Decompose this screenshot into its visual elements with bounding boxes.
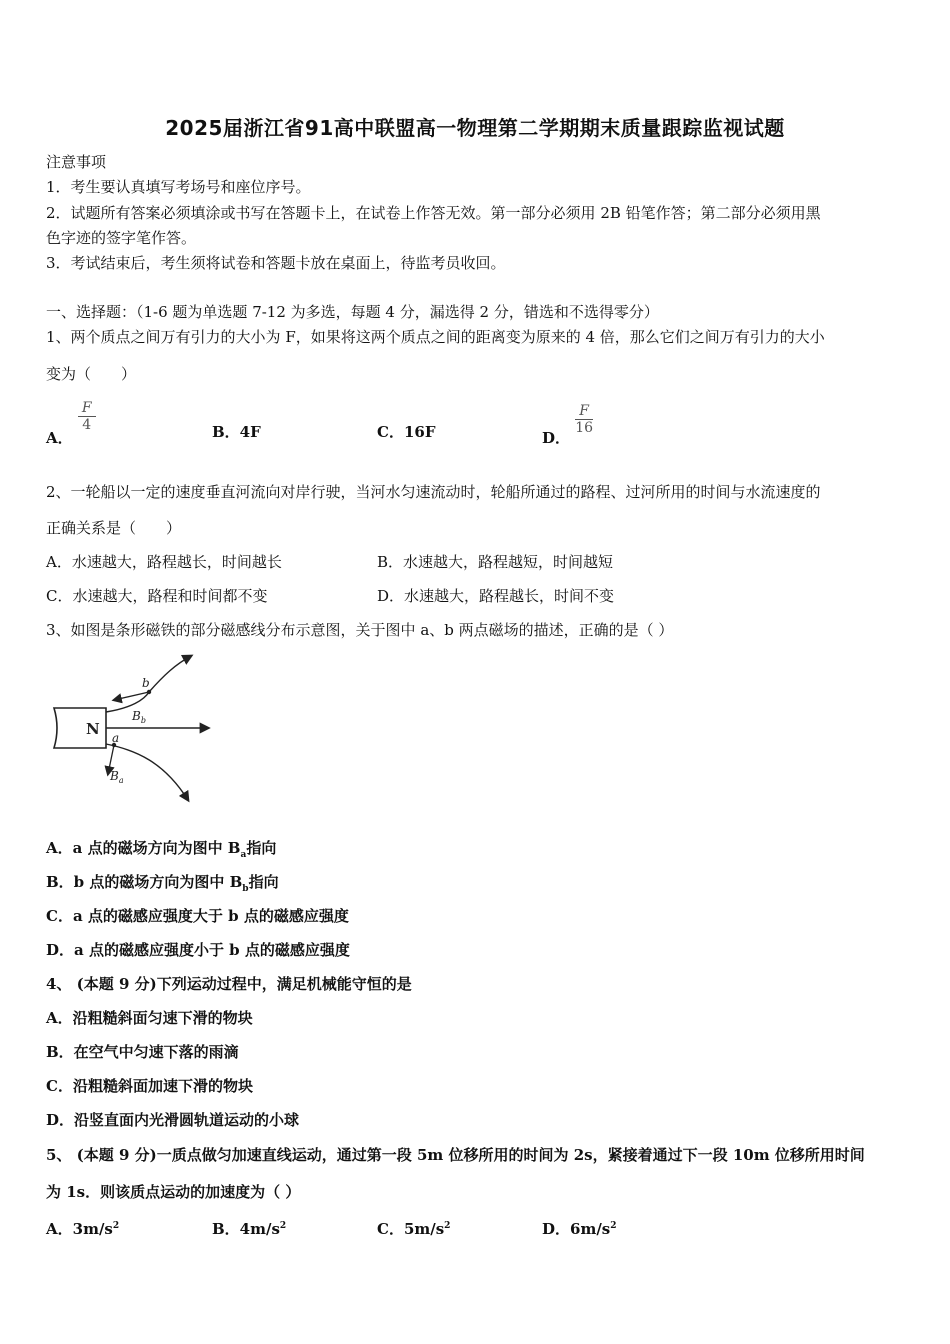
q5-option-a-text: A．3m/s [46, 1220, 113, 1238]
notice-item-2-line-2: 色字迹的签字笔作答。 [46, 229, 197, 247]
q3-option-b-suffix: 指向 [248, 873, 279, 891]
q1-option-d[interactable] [542, 403, 594, 447]
q5-option-c-text: C．5m/s [377, 1220, 445, 1238]
page-title: 2025届浙江省91高中联盟高一物理第二学期期末质量跟踪监视试题 [165, 116, 785, 140]
magnet-field-figure [46, 650, 216, 810]
section-heading: 一、选择题：（1-6 题为单选题 7-12 为多选，每题 4 分，漏选得 2 分，错选和不选得零分） [46, 303, 659, 321]
notice-heading: 注意事项 [46, 153, 107, 171]
q5-option-d[interactable] [542, 1216, 617, 1239]
magnet-label: N [86, 720, 100, 738]
q2-stem-line-2: 正确关系是（ ） [46, 519, 182, 537]
q4-stem-line-1: 4、 (本题 9 分)下列运动过程中，满足机械能守恒的是 [46, 975, 412, 993]
q2-option-d[interactable]: D．水速越大，路程越长，时间不变 [377, 587, 615, 605]
q1-option-d-label: D． [542, 428, 571, 447]
vector-a-label [109, 769, 124, 785]
q5-option-b[interactable] [212, 1216, 286, 1239]
point-a-label: a [112, 731, 120, 745]
vector-b-symbol: B [132, 709, 141, 723]
q1-stem-line-1: 1、两个质点之间万有引力的大小为 F，如果将这两个质点之间的距离变为原来的 4 倍，那么它们之间万有引力的大小 [46, 328, 825, 346]
q3-option-d[interactable]: D．a 点的磁感应强度小于 b 点的磁感应强度 [46, 941, 350, 959]
q5-option-c-exponent: 2 [444, 1221, 451, 1231]
q5-option-d-exponent: 2 [610, 1221, 617, 1231]
q4-option-c[interactable]: C．沿粗糙斜面加速下滑的物块 [46, 1077, 253, 1095]
q1-option-d-numerator: F [575, 403, 593, 420]
q5-option-c[interactable] [377, 1216, 450, 1239]
notice-item-3: 3．考试结束后，考生须将试卷和答题卡放在桌面上，待监考员收回。 [46, 254, 506, 272]
q4-option-a[interactable]: A．沿粗糙斜面匀速下滑的物块 [46, 1009, 253, 1027]
q5-stem-line-1: 5、 (本题 9 分)一质点做匀加速直线运动，通过第一段 5m 位移所用的时间为 2s，紧接着通过下一段 10m 位移所用时间 [46, 1146, 865, 1164]
q3-stem-line-1: 3、如图是条形磁铁的部分磁感线分布示意图，关于图中 a、b 两点磁场的描述，正确的是（ ） [46, 621, 674, 639]
q1-option-a-label: A． [46, 428, 73, 447]
q3-option-b-text: B．b 点的磁场方向为图中 B [46, 873, 243, 891]
q5-option-b-exponent: 2 [279, 1221, 287, 1231]
notice-item-1: 1．考生要认真填写考场号和座位序号。 [46, 178, 311, 196]
q5-option-d-text: D．6m/s [542, 1220, 611, 1238]
q1-option-a-denominator: 4 [82, 417, 92, 433]
q1-option-d-denominator: 16 [575, 420, 594, 436]
q3-option-c[interactable]: C．a 点的磁感应强度大于 b 点的磁感应强度 [46, 907, 349, 925]
point-b-label: b [142, 676, 150, 690]
q1-option-c[interactable]: C．16F [377, 423, 436, 441]
q2-stem-line-1: 2、一轮船以一定的速度垂直河流向对岸行驶，当河水匀速流动时，轮船所通过的路程、过河所用的时间与水流速度的 [46, 483, 821, 501]
vector-b-subscript: b [140, 716, 146, 725]
q2-option-a[interactable]: A．水速越大，路程越长，时间越长 [46, 553, 282, 571]
q3-option-a[interactable] [46, 838, 276, 865]
q5-option-a-exponent: 2 [112, 1221, 120, 1231]
q1-option-a-numerator: F [78, 400, 96, 417]
vector-b-label [131, 709, 146, 725]
q3-option-a-suffix: 指向 [246, 839, 277, 857]
q3-option-b[interactable] [46, 872, 279, 899]
q1-option-a[interactable] [46, 400, 96, 447]
q3-option-a-text: A．a 点的磁场方向为图中 B [46, 839, 241, 857]
q5-option-b-text: B．4m/s [212, 1220, 280, 1238]
q5-stem-line-2: 为 1s．则该质点运动的加速度为（ ） [46, 1183, 301, 1201]
q1-stem-line-2: 变为（ ） [46, 365, 137, 383]
q2-option-b[interactable]: B．水速越大，路程越短，时间越短 [377, 553, 614, 571]
vector-a-symbol: B [110, 769, 119, 783]
q4-option-d[interactable]: D．沿竖直面内光滑圆轨道运动的小球 [46, 1111, 300, 1129]
q1-option-d-fraction [575, 403, 593, 436]
q1-option-b[interactable]: B．4F [212, 423, 261, 441]
q5-option-a[interactable] [46, 1216, 119, 1239]
q3-option-b-subscript: b [242, 884, 249, 894]
vector-a-subscript: a [118, 776, 124, 785]
q2-option-c[interactable]: C．水速越大，路程和时间都不变 [46, 587, 268, 605]
notice-item-2-line-1: 2．试题所有答案必须填涂或书写在答题卡上，在试卷上作答无效。第一部分必须用 2B 铅笔作答；第二部分必须用黑 [46, 204, 821, 222]
q1-option-a-fraction [78, 400, 96, 433]
q4-option-b[interactable]: B．在空气中匀速下落的雨滴 [46, 1043, 239, 1061]
q3-option-a-subscript: a [240, 850, 247, 860]
